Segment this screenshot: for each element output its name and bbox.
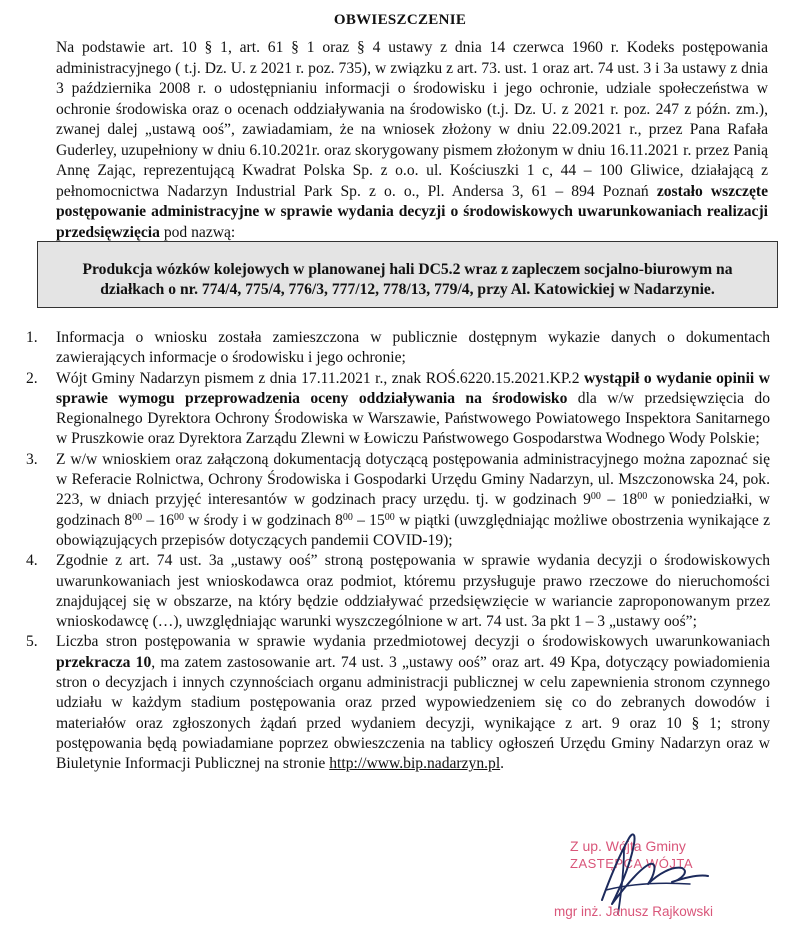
item-text: Informacja o wniosku została zamieszczona w publicznie dostępnym wykazie danych o dokumentach zawierających informacje o środowisku i jego ochronie; (56, 329, 770, 367)
item-text: – 18 (600, 491, 638, 509)
item-text: Wójt Gminy Nadarzyn pismem z dnia 17.11.2021 r., znak ROŚ.6220.15.2021.KP.2 (56, 369, 584, 387)
item-text: w piątki (uwzględniając możliwe obostrzenia wynikające z obowiązujących przepisów dotyczących pandemii COVID-19); (56, 511, 770, 549)
stamp-line-1: Z up. Wójta Gminy (570, 838, 686, 854)
item-text: Z w/w wnioskiem oraz załączoną dokumentacją dotyczącą postępowania administracyjnego można zapoznać się w Referacie Rolnictwa, Ochrony Środowiska i Gospodarki Urzędu Gminy Nadarzyn, ul. Mszczonowska 24, pok. 223, w dniach przyjęć interesantów w godzinach pracy urzędu. tj. w godzinach 9 (56, 450, 770, 509)
item-bold-text: wystąpił o wydanie opinii w sprawie wymogu przeprowadzenia oceny oddziaływania na środowisko (56, 369, 770, 407)
item-number: 5. (26, 633, 38, 651)
project-name: Produkcja wózków kolejowych w planowanej hali DC5.2 wraz z zapleczem socjalno-biurowym na działkach o nr. 774/4, 775/4, 776/3, 777/12, 778/13, 779/4, przy Al. Katowickiej w Nadarzynie. (82, 261, 733, 298)
item-text: Liczba stron postępowania w sprawie wydania przedmiotowej decyzji o środowiskowych uwarunkowaniach (56, 633, 770, 651)
item-text: Zgodnie z art. 74 ust. 3a „ustawy ooś” stroną postępowania w sprawie wydania decyzji o środowiskowych uwarunkowaniach jest wnioskodawca oraz podmiot, któremu przysługuje prawo rzeczowe do nieruchomości znajdującej się w obszarze, na który będzie oddziaływać przedsięwzięcie w wariancie zaproponowanym przez wnioskodawcę (…), uwzględniając warunki wyszczególnione w art. 74 ust. 3a pkt 1 – 3 „ustawy ooś”; (56, 552, 770, 631)
intro-text-end: pod nazwą: (159, 223, 236, 241)
item-number: 1. (26, 329, 38, 346)
superscript: 00 (637, 491, 648, 503)
item-text: w poniedziałki, w godzinach 8 (56, 491, 770, 529)
item-text: – 15 (352, 511, 385, 529)
item-bold-text: przekracza 10 (56, 653, 152, 671)
list-item (22, 632, 770, 774)
item-text-end: dla w/w przedsięwzięcia do Regionalnego Dyrektora Ochrony Środowiska w Warszawie, Państwowego Powiatowego Inspektora Sanitarnego w Pruszkowie oraz Dyrektora Zarządu Zlewni w Łowiczu Państwowego Gospodarstwa Wodnego Wody Polskie; (56, 389, 770, 448)
item-text: , ma zatem zastosowanie art. 74 ust. 3 „ustawy ooś” oraz art. 49 Kpa, dotyczący powiadomienia stron o decyzjach i innych czynnościach organu administracji publicznej w celu zapewnienia stronom czynnego udziału w każdym stadium postępowania oraz przed wypowiedzeniem się co do zebranych dowodów i materiałów oraz zgłoszonych żądań przed wydaniem decyzji, wynikające z art. 9 oraz 10 § 1; strony postępowania będą powiadamiane poprzez obwieszczenia na tablicy ogłoszeń Urzędu Gminy Nadarzyn oraz w Biuletynie Informacji Publicznej na stronie (56, 653, 770, 773)
item-text: w środy i w godzinach 8 (184, 511, 343, 529)
superscript: 00 (384, 511, 395, 523)
item-number: 2. (26, 369, 38, 387)
stamp-line-3: mgr inż. Janusz Rajkowski (554, 904, 714, 919)
list-item (22, 369, 770, 450)
item-text-end: . (500, 755, 505, 773)
superscript: 00 (590, 491, 601, 503)
notice-items-list (22, 328, 770, 775)
stamp-line-2: ZASTĘPCA WÓJTA (570, 856, 694, 871)
intro-text: Na podstawie art. 10 § 1, art. 61 § 1 oraz § 4 ustawy z dnia 14 czerwca 1960 r. Kodeks postępowania administracyjnego ( t.j. Dz. U. z 2021 r. poz. 735), w związku z art. 73. ust. 1 oraz art. 74 ust. 3 i 3a ustawy z dnia 3 października 2008 r. o udostępnianiu informacji o środowisku i jego ochronie, udziale społeczeństwa w ochronie środowiska oraz o ocenach oddziaływania na środowisko (t.j. Dz. U. z 2021 r. poz. 247 z późn. zm.), zwanej dalej „ustawą ooś”, zawiadamiam, że na wniosek złożony w dniu 22.09.2021 r., przez Pana Rafała Guderley, uzupełniony w dniu 6.10.2021r. oraz skorygowany pismem złożonym w dniu 16.11.2021 r. przez Panią Annę Zając, reprezentującą Kwadrat Polska Sp. z o.o. ul. Kościuszki 1 c, 44 – 100 Gliwice, działającą z pełnomocnictwa Nadarzyn Industrial Park Sp. z o. o., Pl. Andersa 3, 61 – 894 Poznań (56, 39, 768, 200)
intro-bold-text: zostało wszczęte postępowanie administracyjne w sprawie wydania decyzji o środowiskowych uwarunkowaniach realizacji przedsięwzięcia (56, 182, 769, 241)
signature-block (540, 818, 750, 933)
item-number: 4. (26, 552, 38, 570)
superscript: 00 (132, 511, 143, 523)
superscript: 00 (174, 511, 185, 523)
superscript: 00 (342, 511, 353, 523)
project-name-box (37, 241, 778, 308)
intro-paragraph (56, 38, 768, 243)
list-item (22, 450, 770, 551)
item-text: – 16 (142, 511, 175, 529)
list-item (22, 551, 770, 632)
item-number: 3. (26, 450, 38, 468)
document-title: OBWIESZCZENIE (333, 12, 467, 28)
list-item (22, 328, 770, 369)
bip-link[interactable]: http://www.bip.nadarzyn.pl (329, 755, 501, 773)
